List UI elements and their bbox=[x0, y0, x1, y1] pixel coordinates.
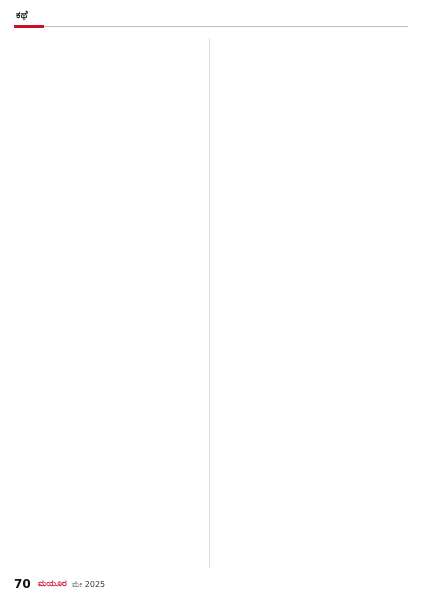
article-column-right bbox=[218, 38, 406, 570]
page-footer bbox=[14, 577, 214, 593]
issue-date: ಮೇ 2025 bbox=[72, 580, 106, 589]
section-title: ಕಥೆ bbox=[16, 10, 28, 21]
magazine-logo: ಮಯೂರ bbox=[38, 579, 67, 589]
page-number: 70 bbox=[14, 577, 31, 591]
section-accent-bar bbox=[14, 25, 44, 28]
header-rule bbox=[44, 26, 408, 27]
column-divider bbox=[209, 38, 210, 568]
article-column-left bbox=[16, 38, 204, 570]
page-header bbox=[14, 10, 408, 28]
